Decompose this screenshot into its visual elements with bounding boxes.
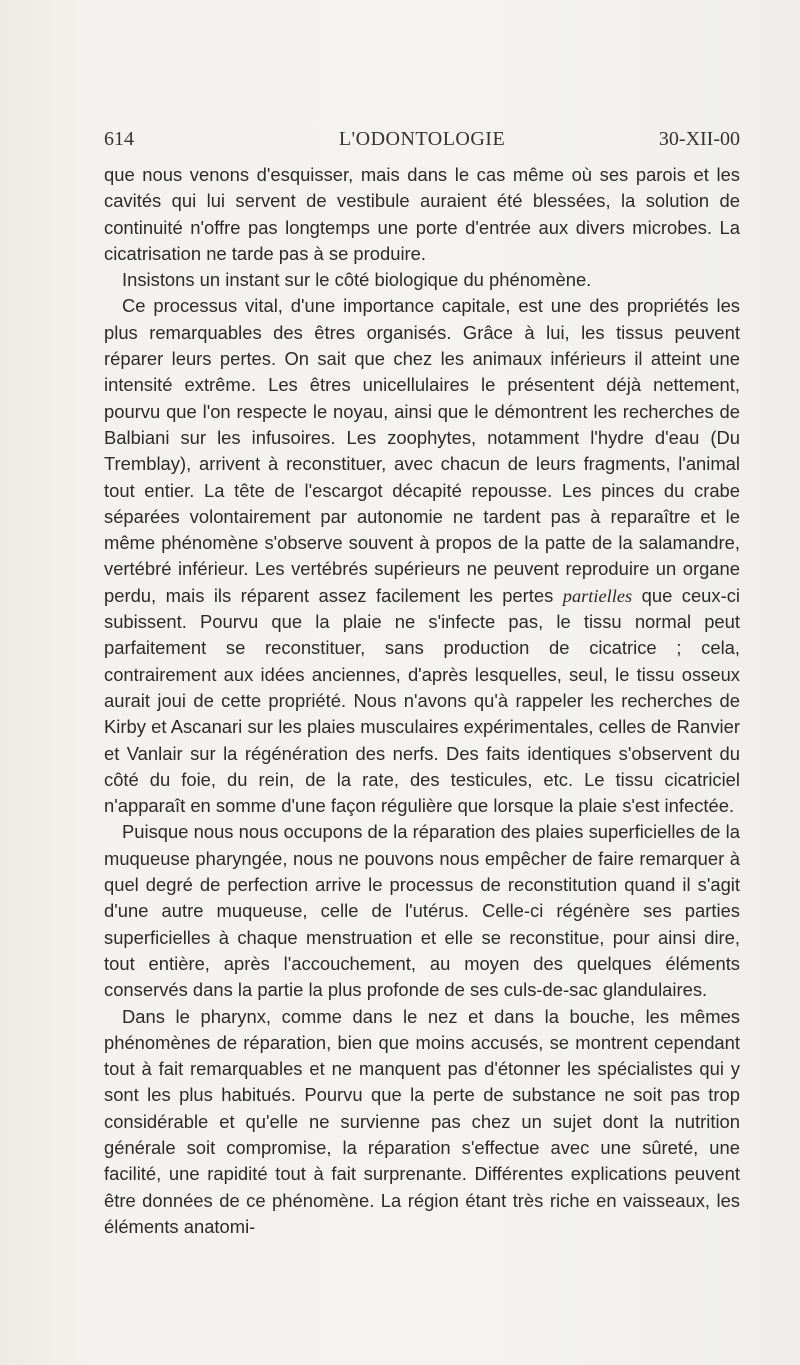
journal-title: L'ODONTOLOGIE bbox=[338, 128, 506, 150]
paragraph-continuation: que nous venons d'esquisser, mais dans le cas même où ses parois et les cavités qui lui servent de vestibule auraient été blessées, la solution de continuité n'offre pas longtemps une porte d'entrée aux divers microbes. La cicatrisation ne tarde pas à se produire. bbox=[104, 164, 740, 264]
issue-date: 30-XII-00 bbox=[658, 128, 740, 150]
body-text bbox=[104, 162, 740, 1240]
paragraph-biological-aspect: Insistons un instant sur le côté biologique du phénomène. bbox=[122, 269, 592, 291]
italic-word: partielles bbox=[562, 585, 633, 606]
paragraph-text: que ceux-ci subissent. Pourvu que la plaie ne s'infecte pas, le tissu normal peut parfaitement se reconstituer, sans production de cicatrice ; cela, contrairement aux idées anciennes, d'après lesquelles, seul, le tissu osseux aurait joui de cette propriété. Nous n'avons qu'à rappeler les recherches de Kirby et Ascanari sur les plaies musculaires expérimentales, celles de Ranvier et Vanlair sur la régénération des nerfs. Des faits identiques s'observent du côté du foie, du rein, de la rate, des testicules, etc. Le tissu cicatriciel n'apparaît en somme d'une façon régulière que lorsque la plaie s'est infectée. bbox=[104, 584, 741, 817]
paragraph-vital-process bbox=[104, 293, 740, 819]
running-header bbox=[104, 128, 740, 158]
paragraph-pharynx: Dans le pharynx, comme dans le nez et dans la bouche, les mêmes phénomènes de réparation, bien que moins accusés, se montrent cependant tout à fait remarquables et ne manquent pas d'étonner les spécialistes qui y sont les plus habitués. Pourvu que la perte de substance ne soit pas trop considérable et qu'elle ne survienne pas chez un sujet dont la nutrition générale soit compromise, la réparation s'effectue avec une sûreté, une facilité, une rapidité tout à fait surprenante. Différentes explications peuvent être données de ce phénomène. La région étant très riche en vaisseaux, les éléments anatomi- bbox=[104, 1005, 740, 1237]
page-number: 614 bbox=[104, 128, 134, 150]
paragraph-text: Ce processus vital, d'une importance capitale, est une des propriétés les plus remarquables des êtres organisés. Grâce à lui, les tissus peuvent réparer leurs pertes. On sait que chez les animaux inférieurs il atteint une intensité extrême. Les êtres unicellulaires le présentent déjà nettement, pourvu que l'on respecte le noyau, ainsi que le démontrent les recherches de Balbiani sur les infusoires. Les zoophytes, notamment l'hydre d'eau (Du Tremblay), arrivent à reconstituer, avec chacun de leurs fragments, l'animal tout entier. La tête de l'escargot décapité repousse. Les pinces du crabe séparées volontairement par autonomie ne tardent pas à reparaître et le même phénomène s'observe souvent à propos de la patte de la salamandre, vertébré inférieur. Les vertébrés supérieurs ne peuvent reproduire un organe perdu, mais ils réparent assez facilement les pertes bbox=[104, 295, 740, 606]
paragraph-pharyngeal-mucosa: Puisque nous nous occupons de la réparation des plaies superficielles de la muqueuse pharyngée, nous ne pouvons nous empêcher de faire remarquer à quel degré de perfection arrive le processus de reconstitution quand il s'agit d'une autre muqueuse, celle de l'utérus. Celle-ci régénère ses parties superficielles à chaque menstruation et elle se reconstitue, pour ainsi dire, tout entière, après l'accouchement, au moyen des quelques éléments conservés dans la partie la plus profonde de ses culs-de-sac glandulaires. bbox=[104, 821, 740, 1001]
